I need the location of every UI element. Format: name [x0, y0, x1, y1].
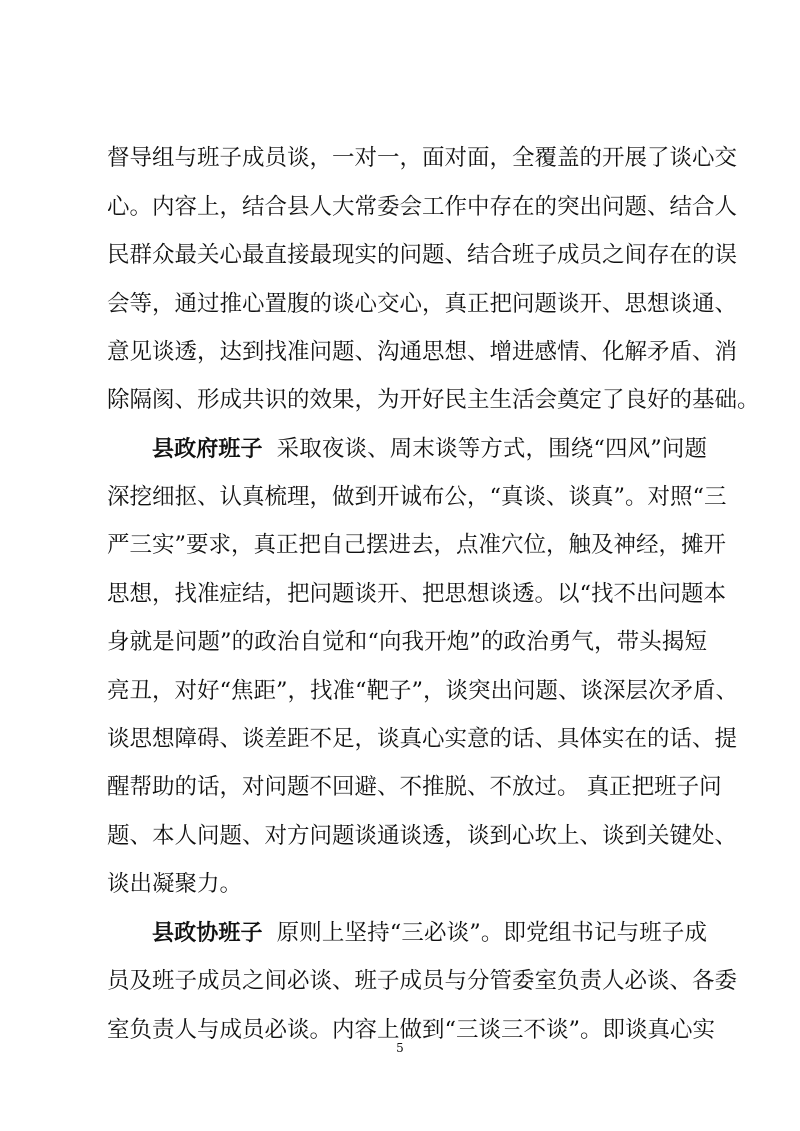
paragraph-first-line	[152, 908, 707, 958]
paragraph-line: 身就是问题”的政治自觉和“向我开炮”的政治勇气，带头揭短	[107, 629, 707, 655]
section-heading-county-cppcc: 县政协班子	[152, 921, 263, 946]
paragraph-text: 采取夜谈、周末谈等方式，围绕“四风”问题	[276, 436, 707, 462]
paragraph-first-line	[152, 424, 707, 474]
paragraph-line: 除隔阂、形成共识的效果，为开好民主生活会奠定了良好的基础。	[107, 387, 760, 413]
paragraph-line: 谈出凝聚力。	[107, 871, 243, 897]
paragraph-line: 亮丑，对好“焦距”，找准“靶子”，谈突出问题、谈深层次矛盾、	[107, 678, 739, 704]
paragraph-line: 题、本人问题、对方问题谈通谈透，谈到心坎上、谈到关键处、	[107, 823, 738, 849]
paragraph-line: 心。内容上，结合县人大常委会工作中存在的突出问题、结合人	[107, 194, 738, 220]
paragraph-line: 深挖细抠、认真梳理，做到开诚布公，“真谈、谈真”。对照“三	[107, 484, 727, 510]
paragraph-line: 室负责人与成员必谈。内容上做到“三谈三不谈”。即谈真心实	[107, 1017, 716, 1043]
paragraph-text: 原则上坚持“三必谈”。即党组书记与班子成	[276, 920, 707, 946]
paragraph-line: 谈思想障碍、谈差距不足，谈真心实意的话、具体实在的话、提	[107, 726, 738, 752]
page-number: 5	[396, 1041, 404, 1055]
paragraph-line: 员及班子成员之间必谈、班子成员与分管委室负责人必谈、各委	[107, 968, 738, 994]
paragraph-line: 民群众最关心最直接最现实的问题、结合班子成员之间存在的误	[107, 242, 738, 268]
paragraph-line: 会等，通过推心置腹的谈心交心，真正把问题谈开、思想谈通、	[107, 291, 738, 317]
paragraph-line: 醒帮助的话，对问题不回避、不推脱、不放过。 真正把班子问	[107, 774, 722, 800]
paragraph-line: 思想，找准症结，把问题谈开、把思想谈透。以“找不出问题本	[107, 581, 727, 607]
section-heading-county-government: 县政府班子	[152, 437, 263, 462]
paragraph-line: 意见谈透，达到找准问题、沟通思想、增进感情、化解矛盾、消	[107, 339, 738, 365]
paragraph-line: 严三实”要求，真正把自己摆进去，点准穴位，触及神经，摊开	[107, 532, 727, 558]
paragraph-line: 督导组与班子成员谈，一对一，面对面，全覆盖的开展了谈心交	[107, 145, 738, 171]
